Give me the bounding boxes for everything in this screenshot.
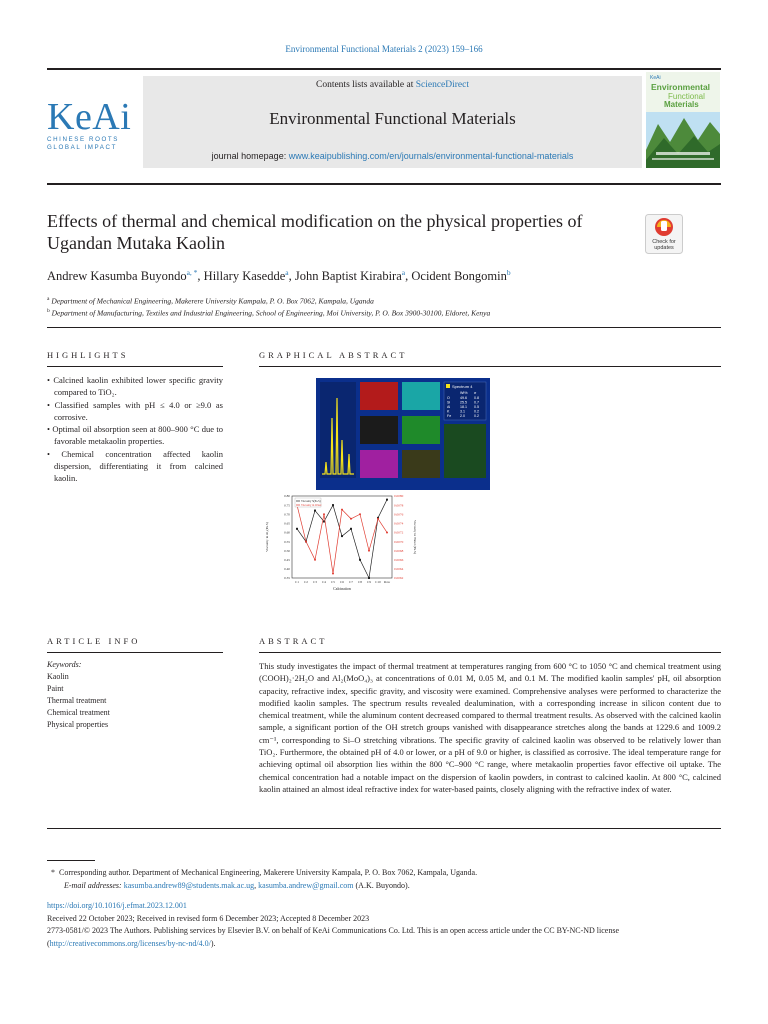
y-tick-label-right: 0.0074 (394, 521, 404, 526)
y-axis-label-right: Viscosity in Water (Pa.S) (413, 519, 417, 555)
y-tick-label-left: 0.75 (284, 503, 290, 508)
author-separator: , (405, 269, 412, 284)
logo-tagline-1: CHINESE ROOTS (47, 136, 120, 143)
article-info-heading: ARTICLE INFO (47, 636, 141, 646)
keyword-item: Kaolin (47, 672, 69, 681)
y-tick-label-left: 0.40 (284, 567, 290, 572)
data-point-red (314, 559, 316, 561)
eds-table-sigma: 0.5 (474, 405, 479, 409)
data-point-red (359, 513, 361, 515)
data-point-black (386, 499, 388, 501)
data-point-red (377, 518, 379, 520)
eds-table-header: Wt% (460, 391, 468, 395)
footnote-rule (47, 860, 95, 861)
keyword-item: Paint (47, 684, 64, 693)
corresponding-author-text: Corresponding author. Department of Mechanical Engineering, Makerere University Kampala, P. O. Box 7062, Kampala, Uganda. (59, 868, 478, 877)
y-tick-label-right: 0.0062 (394, 576, 404, 581)
y-tick-label-right: 0.0076 (394, 512, 404, 517)
y-tick-label-right: 0.0068 (394, 548, 404, 553)
data-point-red (323, 513, 325, 515)
abstract-rule (259, 652, 721, 653)
affiliation-text: Department of Mechanical Engineering, Makerere University Kampala, P. O. Box 7062, Kampala, Uganda (51, 296, 374, 306)
graphical-abstract-figure[interactable] (262, 378, 494, 606)
data-point-red (332, 572, 334, 574)
y-tick-label-left: 0.65 (284, 521, 290, 526)
eds-map-dark (402, 450, 440, 478)
author-separator: , (197, 269, 204, 284)
article-title: Effects of thermal and chemical modification on the physical properties of Ugandan Mutaka Kaolin (47, 211, 583, 253)
data-point-black (359, 559, 361, 561)
graphical-abstract-svg (262, 378, 494, 606)
y-tick-label-right: 0.0072 (394, 530, 404, 535)
x-axis-label: Calcination (333, 587, 351, 591)
affiliation-b (47, 308, 490, 318)
journal-name: Environmental Functional Materials (269, 109, 516, 128)
contents-prefix: Contents lists available at (315, 80, 416, 90)
y-tick-label-right: 0.0066 (394, 557, 404, 562)
badge-text-1: Check for (652, 239, 676, 245)
data-point-red (305, 541, 307, 543)
eds-table-sigma: 0.8 (474, 396, 479, 400)
highlights-list (47, 374, 223, 485)
author-affiliation-marker[interactable]: a (285, 268, 289, 277)
spectrum-legend-label: Spectrum 4 (452, 384, 473, 389)
keywords-list (47, 671, 110, 731)
highlight-item: • Calcined kaolin exhibited lower specific gravity compared to TiO₂. (47, 375, 223, 398)
badge-text-2: updates (654, 245, 674, 251)
y-tick-label-right: 0.0064 (394, 567, 404, 572)
highlights-rule (47, 366, 223, 367)
x-tick-label: C10 (375, 580, 381, 584)
eds-table-element: K (447, 409, 450, 414)
abstract-bottom-rule (47, 828, 721, 829)
y-tick-label-right: 0.0080 (394, 494, 404, 499)
eds-table-sigma: 0.7 (474, 400, 479, 405)
x-tick-label: C4 (322, 580, 326, 584)
eds-table-wt: 3.1 (460, 409, 465, 414)
graphical-abstract-heading: GRAPHICAL ABSTRACT (259, 350, 408, 360)
x-tick-label: C5 (331, 580, 335, 584)
eds-table-element: O (447, 396, 450, 400)
author-name[interactable]: Andrew Kasumba Buyondo (47, 269, 187, 284)
data-point-red (368, 550, 370, 552)
y-axis-label-left: Viscosity in Al₂(Pa.S) (265, 522, 269, 552)
footnote-marker: * (51, 868, 55, 877)
eds-table-element: Si (447, 400, 451, 405)
email-suffix: (A.K. Buyondo). (353, 881, 410, 890)
eds-table-sigma: 0.2 (474, 409, 479, 414)
eds-table-element: Al (447, 405, 451, 409)
affiliation-text: Department of Manufacturing, Textiles and Industrial Engineering, School of Engineering, Moi University, P. O. Box 3900-30100, Eldoret, Kenya (51, 308, 491, 318)
y-tick-label-right: 0.0078 (394, 503, 404, 508)
keyword-item: Physical properties (47, 720, 109, 729)
received-dates: Received 22 October 2023; Received in revised form 6 December 2023; Accepted 8 December 2023 (47, 913, 370, 923)
x-tick-label: C3 (313, 580, 317, 584)
eds-map-sem (360, 416, 398, 444)
header-rule-bottom (47, 183, 721, 185)
journal-citation[interactable]: Environmental Functional Materials 2 (2023) 159–166 (285, 44, 483, 54)
logo-tagline-2: GLOBAL IMPACT (47, 144, 117, 151)
data-point-red (350, 518, 352, 520)
cover-title-1: Environmental (651, 82, 711, 92)
abstract-heading: ABSTRACT (259, 636, 328, 646)
email-line: E-mail addresses: kasumba.andrew89@students.mak.ac.ug, kasumba.andrew@gmail.com (A.K. Buyondo). (64, 881, 410, 890)
logo-wordmark: KeAi (47, 96, 132, 138)
journal-homepage (143, 151, 642, 161)
keai-logo[interactable] (47, 98, 135, 152)
affiliation-marker: a (47, 296, 50, 302)
graphical-abstract-rule (259, 366, 721, 367)
keyword-item: Chemical treatment (47, 708, 110, 717)
data-point-black (296, 528, 298, 530)
legend-label-red: Viscosity in Water (301, 504, 322, 507)
x-tick-label: Raw (383, 580, 391, 584)
author-separator: , (288, 269, 295, 284)
eds-table-header: σ (474, 391, 477, 395)
check-for-updates-badge[interactable] (645, 214, 683, 254)
y-tick-label-left: 0.45 (284, 557, 290, 562)
license-link[interactable]: http://creativecommons.org/licenses/by-nc-nd/4.0/ (49, 938, 211, 948)
eds-map-green (402, 416, 440, 444)
highlight-item: • Chemical concentration affected kaolin dispersion, differentiating it from calcined kaolin. (47, 448, 223, 484)
x-tick-label: C8 (358, 580, 362, 584)
data-point-black (341, 535, 343, 537)
eds-table-wt: 2.0 (460, 414, 465, 418)
author-list (47, 268, 511, 284)
license-prefix: 2773-0581/© 2023 The Authors. Publishing services by Elsevier B.V. on behalf of KeAi Communications Co. Ltd. This is an open access article under the CC BY-NC-ND license ( (47, 926, 619, 948)
y-tick-label-left: 0.60 (284, 530, 290, 535)
viscosity-chart (265, 494, 417, 591)
x-tick-label: C2 (304, 580, 308, 584)
spectrum-legend-swatch (446, 384, 450, 388)
header-rule (47, 68, 721, 70)
x-tick-label: C1 (295, 580, 299, 584)
cover-title-3: Materials (664, 100, 699, 109)
cover-illustration (646, 72, 720, 168)
x-tick-label: C9 (367, 580, 371, 584)
eds-map-red (360, 382, 398, 410)
license-suffix: ). (210, 938, 216, 948)
homepage-prefix: journal homepage: (211, 151, 289, 161)
y-tick-label-left: 0.55 (284, 539, 290, 544)
eds-table-wt: 18.1 (460, 405, 467, 409)
y-tick-label-left: 0.70 (284, 512, 290, 517)
author-affiliation-marker[interactable]: a (401, 268, 406, 277)
x-tick-label: C7 (349, 580, 353, 584)
author-name[interactable]: Ocident Bongomin (411, 269, 507, 284)
author-affiliation-marker[interactable]: b (506, 268, 511, 277)
author-affiliation-marker[interactable]: a, * (186, 268, 198, 277)
eds-map-cyan (402, 382, 440, 410)
highlights-heading: HIGHLIGHTS (47, 350, 129, 360)
article-info-rule (47, 652, 223, 653)
author-name[interactable]: John Baptist Kirabira (294, 269, 402, 284)
doi-link[interactable]: https://doi.org/10.1016/j.efmat.2023.12.001 (47, 901, 187, 910)
data-point-red (386, 531, 388, 533)
y-tick-label-right: 0.0070 (394, 539, 404, 544)
legend-label-black: Viscosity S(Pa.S) (301, 500, 321, 503)
footnote (47, 866, 721, 892)
x-tick-label: C6 (340, 580, 344, 584)
cover-title-2: Functional (668, 92, 705, 101)
abstract-text: This study investigates the impact of thermal treatment at temperatures ranging from 600 °C to 1050 °C and chemical treatment using (COOH)₂·2H₂O and Al₂(MoO₄)₃ at concentrations of 0.01 M, 0.05 M, and 0.1 M. The modified kaolin samples' pH, oil absorption capacity, refractive index, specific gravity, and viscosity were examined. Comprehensive analyses were performed to characterize the modified kaolin samples. The spectrum results revealed dealumination, with a corresponding increase in silicon content due to chemical treatment, while the aluminum content decreased compared to thermal treatment results. As observed with the calcined kaolin sample, a significant portion of the OH stretch groups vanished with disappearance stretches along the bands at 1229.6 and 1009.2 cm⁻¹, corresponding to Si–O stretching vibrations. The specific gravity of calcined kaolin was observed to be relatively lower than TiO₂. Furthermore, the obtained pH of 4.0 or lower, or a pH of 9.0 or higher, is classified as corrosive. The ideal temperature range for achieving optimal oil absorption lies within the 800 °C–900 °C range, where metakaolin properties favor effective oil uptake. The chemical concentration had a notable impact on the dispersion of kaolin powders, in contrast to calcined kaolin. At 800 °C, calcined kaolin attained an almost ideal refractive index for water-based paints, closely aligning with the refractive index of water. (259, 661, 721, 794)
affiliation-rule (47, 327, 721, 328)
highlight-item: • Optimal oil absorption seen at 800–900 °C due to favorable metakaolin properties. (47, 424, 223, 447)
affiliation-a (47, 296, 374, 306)
author-name[interactable]: Hillary Kasedde (203, 269, 286, 284)
license-statement (47, 925, 721, 950)
data-point-red (341, 509, 343, 511)
data-point-black (368, 577, 370, 579)
data-point-black (314, 510, 316, 512)
eds-map-magenta (360, 450, 398, 478)
check-for-updates-icon (645, 214, 683, 254)
sciencedirect-link[interactable]: ScienceDirect (415, 80, 469, 90)
email-link-1[interactable]: kasumba.andrew89@students.mak.ac.ug (123, 881, 255, 890)
keyword-item: Thermal treatment (47, 696, 107, 705)
eds-map-extra (444, 424, 486, 478)
contents-line (143, 80, 642, 90)
journal-cover-image[interactable] (646, 72, 720, 168)
keywords-title: Keywords: (47, 660, 82, 669)
email-label: E-mail addresses: (64, 881, 122, 890)
cover-brand: KeAi (650, 75, 661, 81)
email-link-2[interactable]: kasumba.andrew@gmail.com (258, 881, 354, 890)
data-point-black (350, 528, 352, 530)
eds-table-sigma: 0.2 (474, 414, 479, 418)
data-point-black (332, 504, 334, 506)
eds-table-wt: 25.5 (460, 400, 467, 405)
y-tick-label-left: 0.80 (284, 494, 290, 499)
corresponding-author-note (47, 866, 721, 879)
homepage-link[interactable]: www.keaipublishing.com/en/journals/environmental-functional-materials (288, 151, 574, 161)
article-metadata (47, 900, 721, 950)
highlight-item: • Classified samples with pH ≤ 4.0 or ≥9.0 as corrosive. (47, 399, 223, 422)
eds-table-element: Fe (447, 414, 452, 418)
affiliation-marker: b (47, 308, 50, 314)
y-tick-label-left: 0.35 (284, 576, 290, 581)
y-tick-label-left: 0.50 (284, 548, 290, 553)
eds-table-wt: 49.6 (460, 396, 467, 400)
